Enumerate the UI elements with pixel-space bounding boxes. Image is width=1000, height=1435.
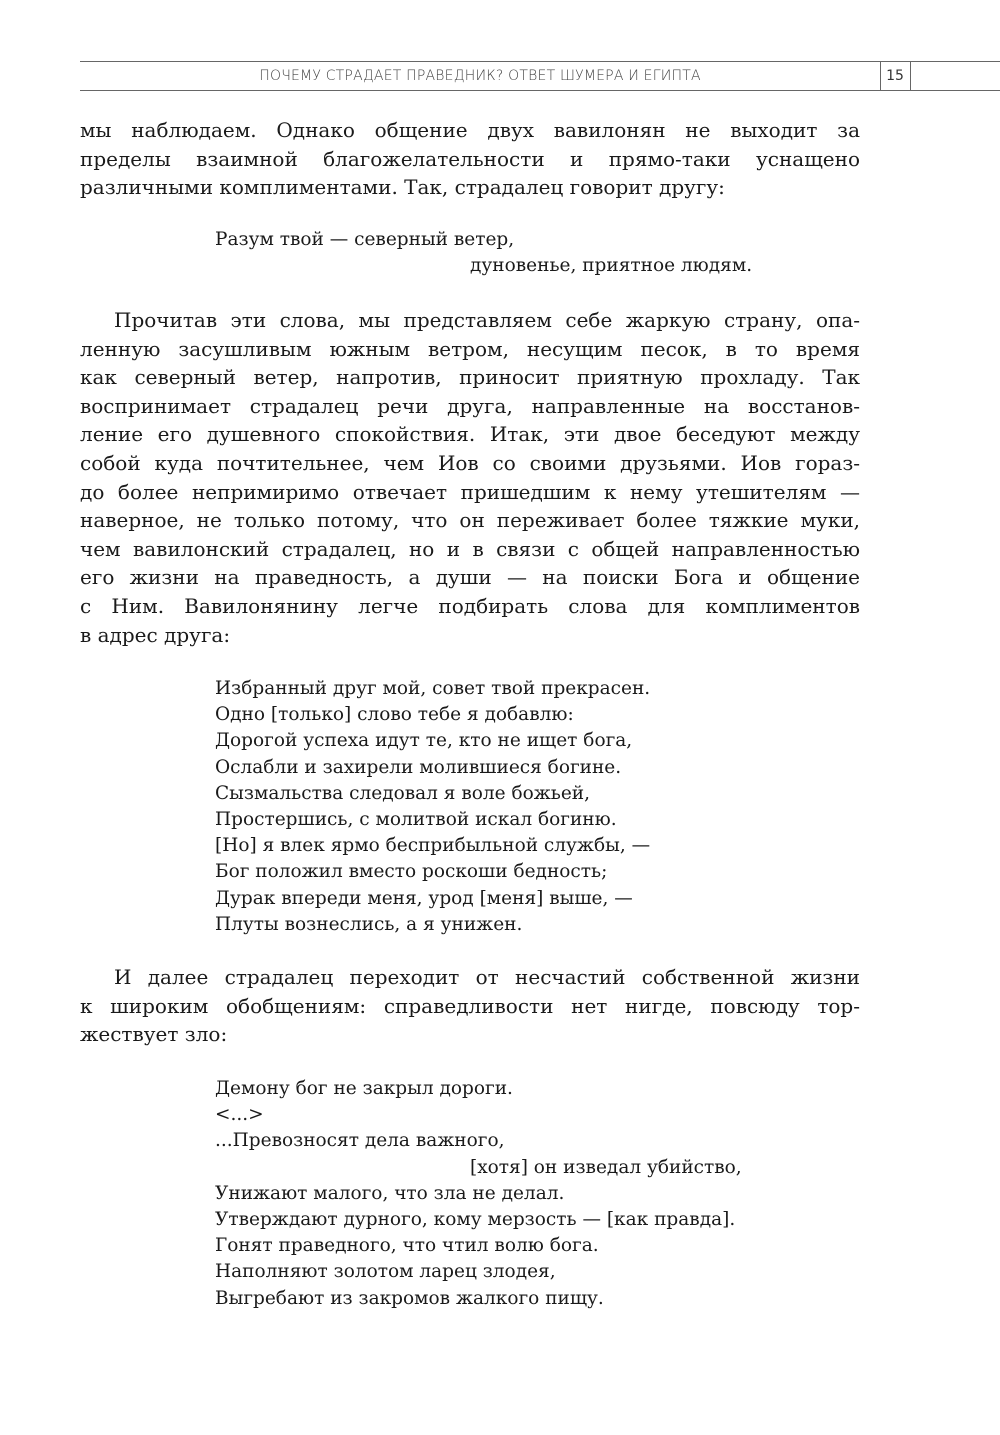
verse-line: Плуты вознеслись, а я унижен. — [215, 913, 523, 935]
text-line: ленную засушливым южным ветром, несущим песок, в то время — [80, 336, 860, 361]
text-line: ление его душевного спокойствия. Итак, эти двое беседуют между — [80, 422, 860, 447]
text-line: пределы взаимной благожелательности и прямо-таки уснащено — [80, 146, 860, 171]
verse-line: Унижают малого, что зла не делал. — [215, 1182, 565, 1204]
text-line: до более непримиримо отвечает пришедшим к нему утешителям — — [80, 479, 860, 504]
verse-line: дуновенье, приятное людям. — [470, 255, 753, 277]
paragraph-1 — [80, 116, 860, 202]
verse-line: Разум твой — северный ветер, — [215, 229, 515, 250]
verse-line: Бог положил вместо роскоши бедность; — [215, 861, 608, 883]
text-line: собой куда почтительнее, чем Иов со своими друзьями. Иов гораз- — [80, 450, 860, 475]
header-bottom-rule — [80, 90, 1000, 91]
quote-1 — [215, 227, 752, 279]
verse-line: [Но] я влек ярмо бесприбыльной службы, — — [215, 835, 651, 857]
verse-line: Простершись, с молитвой искал богиню. — [215, 808, 617, 830]
paragraph-3 — [80, 963, 860, 1049]
verse-line: Наполняют золотом ларец злодея, — [215, 1261, 556, 1283]
verse-line: Гонят праведного, что чтил волю бога. — [215, 1235, 599, 1257]
verse-line: <...> — [215, 1104, 264, 1126]
text-line: к широким обобщениям: справедливости нет нигде, повсюду тор- — [80, 993, 860, 1018]
verse-line: Дурак впереди меня, урод [меня] выше, — — [215, 887, 633, 909]
verse-line: Дорогой успеха идут те, кто не ищет бога, — [215, 730, 633, 752]
quote-3 — [215, 1076, 742, 1312]
page-number-divider-right — [910, 62, 911, 91]
text-line: жествует зло: — [80, 1022, 228, 1047]
page-number: 15 — [886, 68, 904, 84]
text-line: Прочитав эти слова, мы представляем себе жаркую страну, опа- — [114, 308, 860, 332]
verse-line: Избранный друг мой, совет твой прекрасен. — [215, 678, 651, 699]
verse-line: Демону бог не закрыл дороги. — [215, 1078, 513, 1099]
text-line: И далее страдалец переходит от несчастий собственной жизни — [114, 965, 860, 989]
text-line: с Ним. Вавилонянину легче подбирать слова для комплиментов — [80, 593, 860, 618]
quote-2 — [215, 676, 650, 938]
text-line: его жизни на праведность, а души — на поиски Бога и общение — [80, 565, 860, 590]
running-title: ПОЧЕМУ СТРАДАЕТ ПРАВЕДНИК? ОТВЕТ ШУМЕРА И ЕГИПТА — [259, 68, 701, 84]
verse-line: [хотя] он изведал убийство, — [470, 1156, 742, 1178]
text-line: чем вавилонский страдалец, но и в связи с общей направленностью — [80, 536, 860, 561]
text-line: в адрес друга: — [80, 622, 231, 647]
text-line: различными комплиментами. Так, страдалец говорит другу: — [80, 175, 725, 200]
verse-line: ...Превозносят дела важного, — [215, 1130, 505, 1152]
paragraph-2 — [80, 306, 860, 649]
text-line: наверное, не только потому, что он переживает более тяжкие муки, — [80, 508, 860, 533]
text-line: мы наблюдаем. Однако общение двух вавилонян не выходит за — [80, 118, 860, 142]
verse-line: Сызмальства следовал я воле божьей, — [215, 782, 591, 804]
verse-line: Выгребают из закромов жалкого пищу. — [215, 1287, 604, 1309]
text-line: как северный ветер, напротив, приносит приятную прохладу. Так — [80, 365, 860, 390]
verse-line: Ослабли и захирели молившиеся богине. — [215, 756, 622, 778]
verse-line: Одно [только] слово тебе я добавлю: — [215, 704, 574, 726]
verse-line: Утверждают дурного, кому мерзость — [как правда]. — [215, 1208, 736, 1230]
text-line: воспринимает страдалец речи друга, направленные на восстанов- — [80, 393, 860, 418]
header-top-rule — [80, 61, 1000, 62]
